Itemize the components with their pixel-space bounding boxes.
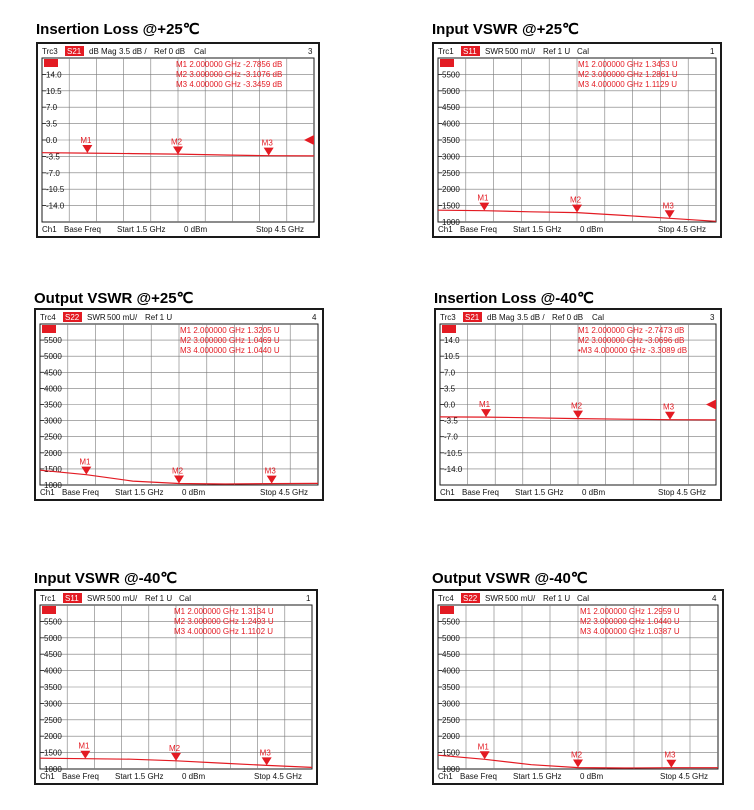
marker-readout: M2 3.000000 GHz 1.2493 U [174, 617, 274, 626]
param-name: S21 [67, 47, 82, 56]
marker-m1 [82, 145, 92, 153]
trace-number: 1 [710, 47, 715, 56]
y-tick-label: 2500 [44, 432, 62, 442]
vna-plot-panel [434, 308, 722, 501]
stop-freq-label: Stop 4.5 GHz [254, 772, 303, 781]
y-tick-label: 4000 [44, 384, 62, 394]
trace-number: 4 [712, 594, 717, 603]
y-tick-label: -14.0 [46, 201, 65, 211]
y-tick-label: 3000 [44, 416, 62, 426]
cal-label: Cal [577, 594, 590, 603]
y-tick-label: 5000 [442, 86, 460, 96]
y-tick-label: 4000 [442, 666, 460, 676]
reference-marker [706, 400, 716, 410]
vna-plot-panel [36, 42, 320, 238]
param-name: S21 [465, 313, 480, 322]
vna-plot-panel [34, 589, 318, 785]
y-tick-label: 3500 [442, 683, 460, 692]
y-tick-label: 14.0 [46, 70, 62, 80]
format-label: SWR [485, 47, 504, 56]
y-tick-label: 4500 [442, 103, 460, 113]
y-tick-label: 3500 [44, 400, 62, 410]
ref-label: Ref 1 U [543, 594, 571, 603]
vna-plot-panel [432, 42, 722, 238]
y-tick-label: 4500 [44, 368, 62, 378]
channel-label: Ch1 [40, 488, 55, 497]
marker-m1 [481, 409, 491, 417]
marker-m2 [174, 475, 184, 483]
y-tick-label: -7.0 [444, 432, 458, 442]
trace-badge [44, 59, 58, 67]
y-tick-label: 3000 [442, 699, 460, 709]
marker-m2 [573, 760, 583, 768]
base-freq-label: Base Freq [62, 772, 99, 781]
marker-m2 [173, 147, 183, 155]
trace-badge [440, 59, 454, 67]
start-freq-label: Start 1.5 GHz [513, 225, 562, 234]
trace-id: Trc4 [40, 313, 56, 322]
marker-label: M1 [477, 742, 489, 752]
trace-number: 4 [312, 313, 317, 322]
trace-badge [42, 325, 56, 333]
power-label: 0 dBm [182, 772, 206, 781]
chart-title: Insertion Loss @+25℃ [36, 21, 200, 38]
y-tick-label: -3.5 [444, 416, 458, 426]
y-tick-label: 10.5 [444, 352, 460, 362]
stop-freq-label: Stop 4.5 GHz [660, 772, 709, 781]
y-tick-label: 1500 [44, 748, 62, 758]
vna-plot-panel [432, 589, 724, 785]
marker-m3 [665, 210, 675, 218]
y-tick-label: 3500 [44, 683, 62, 692]
marker-m3 [665, 412, 675, 420]
format-label: SWR [87, 594, 106, 603]
trace-badge [442, 325, 456, 333]
start-freq-label: Start 1.5 GHz [115, 772, 164, 781]
marker-label: M2 [571, 750, 583, 760]
scale-label: 500 mU/ [107, 594, 138, 603]
y-tick-label: 5500 [442, 70, 460, 80]
channel-label: Ch1 [438, 225, 453, 234]
trace-id: Trc3 [440, 313, 456, 322]
trace-id: Trc3 [42, 47, 58, 56]
cal-label: Cal [577, 47, 590, 56]
y-tick-label: 3000 [442, 152, 460, 162]
marker-readout: M1 2.000000 GHz 1.3205 U [180, 326, 280, 335]
y-tick-label: 3000 [44, 699, 62, 709]
y-tick-label: 5000 [44, 352, 62, 362]
y-tick-label: 5000 [442, 633, 460, 643]
marker-label: M1 [477, 193, 489, 203]
scale-label: 500 mU/ [107, 313, 138, 322]
base-freq-label: Base Freq [62, 488, 99, 497]
y-tick-label: 2000 [44, 448, 62, 458]
marker-label: M1 [80, 136, 92, 146]
vna-plot [436, 310, 720, 499]
y-tick-label: 0.0 [46, 136, 58, 145]
power-label: 0 dBm [184, 225, 208, 234]
marker-label: M1 [78, 741, 90, 751]
vna-plot [434, 44, 720, 236]
ref-label: Ref 1 U [145, 594, 173, 603]
y-tick-label: 10.5 [46, 86, 62, 96]
vna-plot-panel [34, 308, 324, 501]
marker-readout: M1 2.000000 GHz 1.3453 U [578, 60, 678, 69]
base-freq-label: Base Freq [462, 488, 499, 497]
marker-m3 [262, 757, 272, 765]
start-freq-label: Start 1.5 GHz [117, 225, 166, 234]
vna-plot [36, 310, 322, 499]
marker-label: M2 [571, 401, 583, 411]
y-tick-label: 7.0 [46, 103, 58, 113]
ref-label: Ref 0 dB [552, 313, 584, 322]
scale-label: 3.5 dB / [517, 313, 545, 322]
y-tick-label: 1000 [44, 481, 62, 490]
marker-m2 [573, 411, 583, 419]
y-tick-label: 5000 [44, 633, 62, 643]
scale-label: 3.5 dB / [119, 47, 147, 56]
marker-readout: M1 2.000000 GHz 1.3134 U [174, 607, 274, 616]
y-tick-label: 1500 [442, 201, 460, 211]
marker-readout: M1 2.000000 GHz 1.2959 U [580, 607, 680, 616]
stop-freq-label: Stop 4.5 GHz [658, 225, 707, 234]
marker-readout: M3 4.000000 GHz 1.1102 U [174, 627, 274, 636]
y-tick-label: -10.5 [46, 185, 65, 195]
power-label: 0 dBm [582, 488, 606, 497]
trace-badge [42, 606, 56, 614]
y-tick-label: 2000 [442, 732, 460, 742]
marker-m1 [480, 751, 490, 759]
y-tick-label: 1500 [442, 748, 460, 758]
cal-label: Cal [179, 594, 192, 603]
trace-number: 3 [308, 47, 313, 56]
y-tick-label: -7.0 [46, 168, 60, 178]
marker-label: M1 [479, 400, 491, 410]
vna-plot [434, 591, 722, 783]
marker-readout: M3 4.000000 GHz 1.0440 U [180, 346, 280, 355]
cal-label: Cal [592, 313, 605, 322]
y-tick-label: 3.5 [444, 384, 456, 394]
y-tick-label: 5500 [44, 336, 62, 346]
y-tick-label: 5500 [442, 617, 460, 627]
marker-readout: M1 2.000000 GHz -2.7856 dB [176, 60, 283, 69]
cal-label: Cal [194, 47, 207, 56]
marker-readout: M2 3.000000 GHz 1.0469 U [180, 336, 280, 345]
marker-label: M2 [171, 137, 183, 147]
marker-m2 [572, 205, 582, 213]
marker-label: M3 [261, 138, 273, 148]
channel-label: Ch1 [42, 225, 57, 234]
y-tick-label: -3.5 [46, 152, 60, 162]
y-tick-label: 2500 [44, 715, 62, 725]
marker-m3 [264, 148, 274, 156]
trace-badge [440, 606, 454, 614]
stop-freq-label: Stop 4.5 GHz [256, 225, 305, 234]
marker-label: M2 [570, 195, 582, 205]
channel-label: Ch1 [440, 488, 455, 497]
scale-label: 500 mU/ [505, 594, 536, 603]
marker-readout: M3 4.000000 GHz 1.0387 U [580, 627, 680, 636]
trace-id: Trc4 [438, 594, 454, 603]
y-tick-label: 7.0 [444, 368, 456, 378]
y-tick-label: 2000 [442, 185, 460, 195]
y-tick-label: -10.5 [444, 448, 463, 458]
marker-label: M1 [79, 457, 91, 467]
base-freq-label: Base Freq [460, 225, 497, 234]
ref-label: Ref 0 dB [154, 47, 186, 56]
param-name: S11 [463, 47, 477, 56]
marker-label: M3 [664, 750, 676, 760]
scale-label: 500 mU/ [505, 47, 536, 56]
power-label: 0 dBm [182, 488, 206, 497]
marker-readout: •M3 4.000000 GHz -3.3089 dB [578, 346, 688, 355]
y-tick-label: 4000 [442, 119, 460, 129]
format-label: dB Mag [487, 313, 515, 322]
trace-number: 3 [710, 313, 715, 322]
y-tick-label: 2500 [442, 168, 460, 178]
y-tick-label: 5500 [44, 617, 62, 627]
marker-label: M3 [662, 201, 674, 211]
power-label: 0 dBm [580, 225, 604, 234]
marker-label: M2 [172, 466, 184, 476]
start-freq-label: Start 1.5 GHz [513, 772, 562, 781]
marker-m1 [80, 751, 90, 759]
param-name: S22 [65, 313, 80, 322]
y-tick-label: 0.0 [444, 400, 456, 410]
stop-freq-label: Stop 4.5 GHz [260, 488, 309, 497]
format-label: SWR [485, 594, 504, 603]
y-tick-label: 4000 [44, 666, 62, 676]
chart-title: Insertion Loss @-40℃ [434, 290, 594, 307]
y-tick-label: 2000 [44, 732, 62, 742]
param-name: S11 [65, 594, 79, 603]
marker-m2 [171, 753, 181, 761]
format-label: dB Mag [89, 47, 117, 56]
y-tick-label: 4500 [442, 650, 460, 660]
y-tick-label: 2500 [442, 715, 460, 725]
start-freq-label: Start 1.5 GHz [515, 488, 564, 497]
trace-id: Trc1 [438, 47, 454, 56]
base-freq-label: Base Freq [460, 772, 497, 781]
ref-label: Ref 1 U [145, 313, 173, 322]
marker-readout: M3 4.000000 GHz 1.1129 U [578, 80, 678, 89]
marker-m3 [666, 760, 676, 768]
channel-label: Ch1 [40, 772, 55, 781]
marker-label: M2 [169, 743, 181, 753]
base-freq-label: Base Freq [64, 225, 101, 234]
marker-readout: M3 4.000000 GHz -3.3459 dB [176, 80, 283, 89]
marker-readout: M2 3.000000 GHz -3.0696 dB [578, 336, 685, 345]
chart-title: Output VSWR @+25℃ [34, 290, 194, 307]
vna-plot [36, 591, 316, 783]
power-label: 0 dBm [580, 772, 604, 781]
y-tick-label: 3.5 [46, 119, 58, 129]
y-tick-label: 14.0 [444, 336, 460, 346]
trace-id: Trc1 [40, 594, 56, 603]
marker-label: M3 [264, 466, 276, 476]
stop-freq-label: Stop 4.5 GHz [658, 488, 707, 497]
format-label: SWR [87, 313, 106, 322]
chart-title: Input VSWR @+25℃ [432, 21, 579, 38]
marker-label: M3 [259, 748, 271, 758]
vna-plot [38, 44, 318, 236]
param-name: S22 [463, 594, 478, 603]
marker-readout: M2 3.000000 GHz 1.2861 U [578, 70, 678, 79]
ref-label: Ref 1 U [543, 47, 571, 56]
y-tick-label: 1000 [44, 765, 62, 774]
marker-m1 [479, 203, 489, 211]
trace-number: 1 [306, 594, 311, 603]
y-tick-label: -14.0 [444, 464, 463, 474]
marker-readout: M2 3.000000 GHz 1.0440 U [580, 617, 680, 626]
channel-label: Ch1 [438, 772, 453, 781]
y-tick-label: 4500 [44, 650, 62, 660]
y-tick-label: 1500 [44, 464, 62, 474]
start-freq-label: Start 1.5 GHz [115, 488, 164, 497]
marker-readout: M2 3.000000 GHz -3.1076 dB [176, 70, 283, 79]
marker-m1 [81, 467, 91, 475]
chart-title: Input VSWR @-40℃ [34, 570, 178, 587]
marker-readout: M1 2.000000 GHz -2.7473 dB [578, 326, 685, 335]
chart-title: Output VSWR @-40℃ [432, 570, 588, 587]
y-tick-label: 1000 [442, 765, 460, 774]
marker-m3 [267, 476, 277, 484]
reference-marker [304, 135, 314, 145]
marker-label: M3 [663, 402, 675, 412]
y-tick-label: 1000 [442, 218, 460, 227]
y-tick-label: 3500 [442, 136, 460, 145]
